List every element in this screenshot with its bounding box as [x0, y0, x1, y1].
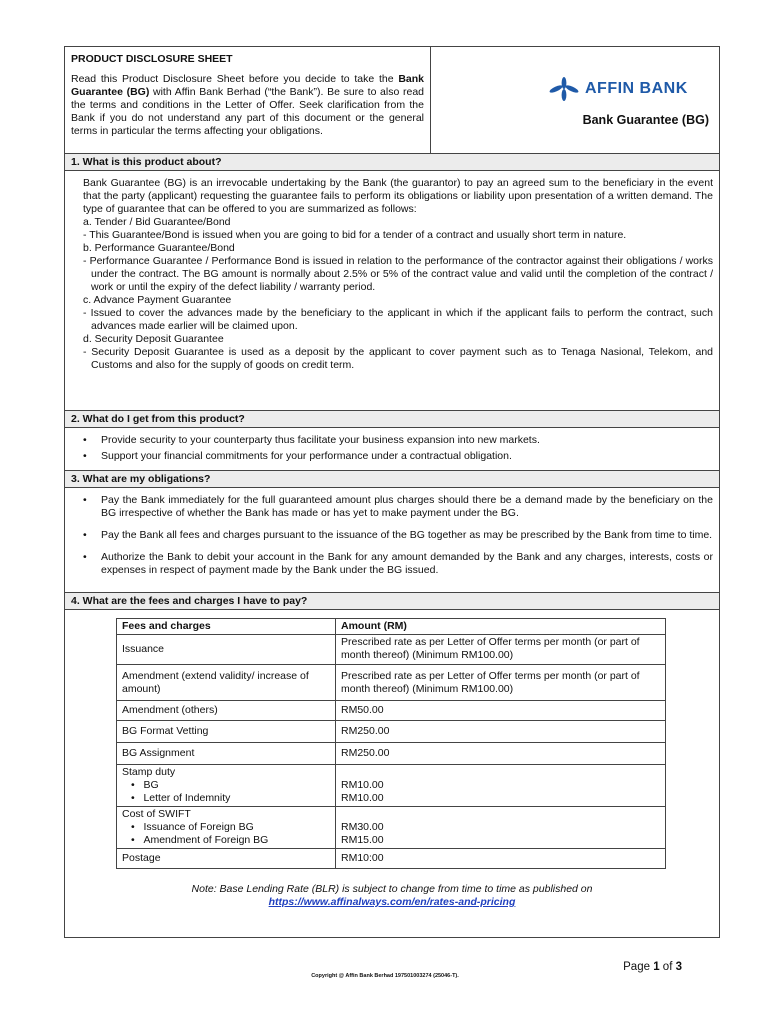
item-a-label: a. Tender / Bid Guarantee/Bond [83, 216, 231, 228]
disclosure-sheet [64, 46, 720, 938]
list-item: • Pay the Bank all fees and charges pursuant to the issuance of the BG together as may be prescribed by the Bank from time to time. [83, 529, 713, 541]
item-d-label: d. Security Deposit Guarantee [83, 333, 224, 345]
section-4-body [65, 610, 719, 909]
item-b-desc: - Performance Guarantee / Performance Bond is issued in relation to the performance of the contractor against their obligations / works under the contract. The BG amount is normally about 2.5% or 5% of the contract value and valid until the completion of the contract / work or until the expiry of the defect liability / warranty period. [83, 255, 713, 293]
affin-bank-logo [549, 77, 688, 101]
list-item: • Authorize the Bank to debit your account in the Bank for any amount demanded by the Bank and any charges, interests, costs or expenses in respect of payment made by the Bank under the BG issued. [83, 551, 713, 576]
copyright: Copyright @ Affin Bank Berhad 197501003274 (25046-T). [311, 973, 459, 979]
section-3-heading: 3. What are my obligations? [65, 471, 719, 488]
header-intro [65, 47, 431, 153]
product-title: Bank Guarantee (BG) [582, 113, 709, 127]
table-row: BG Assignment RM250.00 [117, 743, 666, 765]
table-row: Postage RM10:00 [117, 849, 666, 869]
table-row: Amendment (others) RM50.00 [117, 701, 666, 721]
list-item: • Provide security to your counterparty thus facilitate your business expansion into new markets. [83, 434, 540, 446]
bullet-icon: • [83, 529, 87, 541]
header-brand [431, 47, 719, 153]
section-3-body [65, 488, 719, 593]
item-a-desc: - This Guarantee/Bond is issued when you are going to bid for a tender of a contract and usually short term in nature. [83, 229, 627, 241]
section-1-intro: Bank Guarantee (BG) is an irrevocable undertaking by the Bank (the guarantor) to pay an agreed sum to the beneficiary in the event that the party (applicant) requesting the guarantee fails to perform its obligations or liability upon presentation of a written demand. The type of guarantee that can be offered to you are summarized as follows: [83, 177, 713, 215]
list-item: • Support your financial commitments for your performance under a contractual obligation. [83, 450, 512, 462]
bullet-icon: • [83, 551, 87, 563]
list-item: • Pay the Bank immediately for the full guaranteed amount plus charges should there be a demand made by the beneficiary on the BG irrespective of whether the Bank has made or has yet to make payment under the BG. [83, 494, 713, 519]
affin-logo-icon [549, 77, 579, 101]
item-b-label: b. Performance Guarantee/Bond [83, 242, 235, 254]
item-d-desc: - Security Deposit Guarantee is used as a deposit by the applicant to cover payment such as to Tenaga Nasional, Telekom, and Customs and also for the supply of goods on credit term. [83, 346, 713, 371]
fees-table [116, 618, 666, 869]
page-number: Page 1 of 3 [623, 961, 682, 973]
table-row: Amendment (extend validity/ increase of amount) Prescribed rate as per Letter of Offer terms per month (or part of month thereof) (Minimum RM100.00) [117, 665, 666, 701]
col-fees-header: Fees and charges [117, 619, 336, 635]
section-2-heading: 2. What do I get from this product? [65, 411, 719, 428]
header [65, 47, 719, 154]
bullet-icon: • [83, 434, 87, 446]
sheet-title: PRODUCT DISCLOSURE SHEET [71, 53, 233, 65]
table-row: Issuance Prescribed rate as per Letter of Offer terms per month (or part of month thereof) (Minimum RM100.00) [117, 635, 666, 665]
item-c-desc: - Issued to cover the advances made by the beneficiary to the applicant in which if the applicant fails to perform the contract, such advances made earlier will be claimed upon. [83, 307, 713, 332]
blr-note: Note: Base Lending Rate (BLR) is subject to change from time to time as published on https://www.affinalways.com/en/rates-and-pricing [191, 883, 593, 908]
table-header-row [117, 619, 666, 635]
col-amount-header: Amount (RM) [336, 619, 666, 635]
table-row-stamp-duty: Stamp duty • BG • Letter of Indemnity RM10.00 RM10.00 [117, 765, 666, 807]
section-2-body [65, 428, 719, 471]
intro-paragraph: Read this Product Disclosure Sheet before you decide to take the Bank Guarantee (BG) with Affin Bank Berhad (“the Bank”). Be sure to also read the terms and conditions in the Letter of Offer. Seek clarification from the Bank if you do not understand any part of this document or the general terms in particular the terms affecting your obligations. [71, 73, 424, 137]
table-row: BG Format Vetting RM250.00 [117, 721, 666, 743]
table-row-swift: Cost of SWIFT • Issuance of Foreign BG • Amendment of Foreign BG RM30.00 RM15.00 [117, 807, 666, 849]
section-1-heading: 1. What is this product about? [65, 154, 719, 171]
item-c-label: c. Advance Payment Guarantee [83, 294, 232, 306]
bullet-icon: • [83, 494, 87, 506]
logo-text: AFFIN BANK [585, 80, 688, 97]
product-name-bold: Bank Guarantee (BG) [71, 73, 424, 98]
section-4-heading: 4. What are the fees and charges I have to pay? [65, 593, 719, 610]
section-1-body [65, 171, 719, 411]
bullet-icon: • [83, 450, 87, 462]
rates-pricing-link[interactable]: https://www.affinalways.com/en/rates-and-pricing [268, 896, 516, 908]
